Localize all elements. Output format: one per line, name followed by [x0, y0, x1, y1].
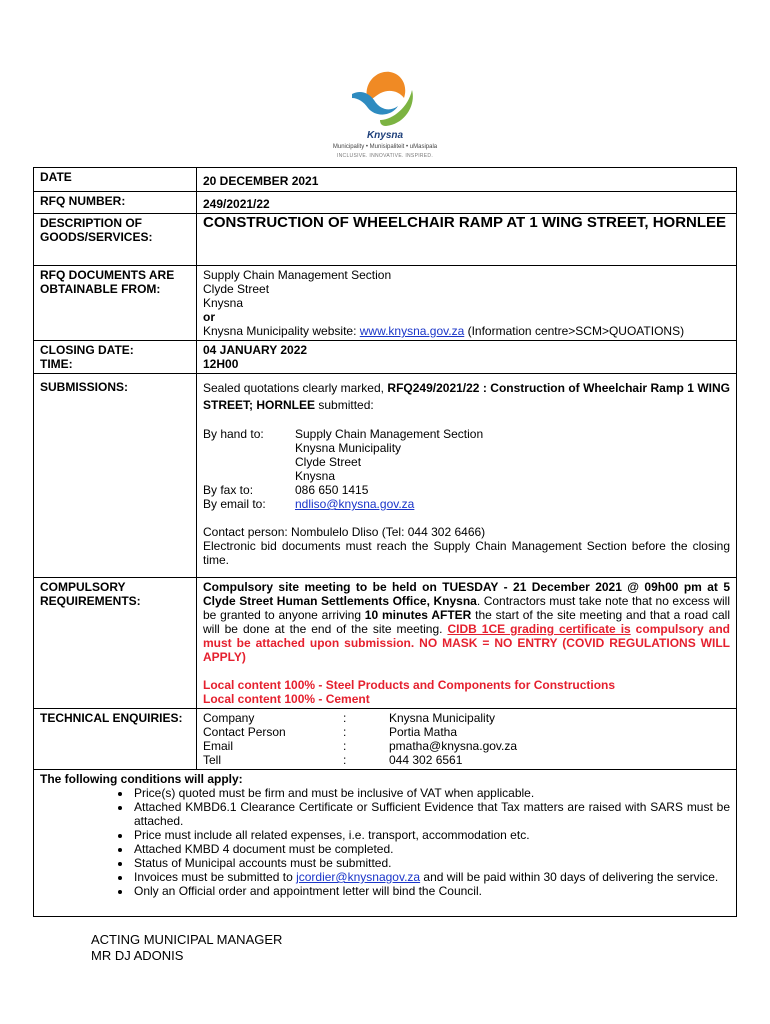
row-obtainable [34, 266, 737, 341]
condition-item: • Attached KMBD6.1 Clearance Certificate or Sufficient Evidence that Tax matters are raised with SARS must be attached. [132, 800, 730, 828]
row-date [34, 168, 737, 192]
conditions-cell [34, 770, 737, 917]
cidb-requirement: CIDB 1CE grading certificate is [447, 622, 631, 636]
tech-key: Company [203, 711, 255, 725]
electronic-note: Electronic bid documents must reach the Supply Chain Management Section before the closing time. [203, 539, 730, 567]
tech-value: Portia Matha [389, 725, 458, 739]
by-hand [203, 427, 730, 483]
local-content-1: Local content 100% - Steel Products and Components for Constructions [203, 678, 616, 692]
signature-title: ACTING MUNICIPAL MANAGER [91, 932, 283, 947]
tech-value: Knysna Municipality [389, 711, 496, 725]
obtainable-line-2: Clyde Street [203, 282, 270, 296]
meeting-bold: Compulsory site meeting to be held on TUESDAY - 21 December 2021 @ 09h00 pm at 5 Clyde Street Human Settlements Office, Knysna [203, 580, 730, 608]
technical-contacts [203, 711, 730, 767]
date-label: DATE [34, 168, 197, 192]
technical-label: TECHNICAL ENQUIRIES: [34, 709, 197, 770]
technical-value [197, 709, 737, 770]
row-conditions [34, 770, 737, 917]
contact-person: Contact person: Nombulelo Dliso (Tel: 044 302 6466) [203, 525, 486, 539]
logo-name: Knysna [366, 130, 404, 141]
row-technical [34, 709, 737, 770]
closing-date-value: 04 JANUARY 2022 [203, 343, 308, 357]
closing-time-value: 12H00 [203, 357, 239, 371]
condition-item-invoice [132, 870, 730, 884]
website-prefix: Knysna Municipality website: [203, 324, 360, 338]
intro-bold: RFQ249/2021/22 : Construction of Wheelchair Ramp 1 WING STREET; HORNLEE [203, 381, 730, 412]
obtainable-line-1: Supply Chain Management Section [203, 268, 392, 282]
condition-item: • Only an Official order and appointment letter will bind the Council. [132, 884, 730, 898]
fax-number: 086 650 1415 [295, 483, 369, 497]
by-hand-label: By hand to: [203, 427, 264, 441]
hand-line-3: Clyde Street [295, 455, 362, 469]
description-value: CONSTRUCTION OF WHEELCHAIR RAMP AT 1 WING STREET, HORNLEE [197, 214, 737, 266]
compulsory-text [203, 580, 730, 664]
closing-date-label: CLOSING DATE: [40, 343, 134, 357]
conditions-heading: The following conditions will apply: [40, 772, 243, 786]
submissions-intro [203, 380, 730, 414]
row-compulsory [34, 578, 737, 709]
logo-tagline: INCLUSIVE. INNOVATIVE. INSPIRED. [336, 153, 434, 159]
invoice-email-link[interactable]: jcordier@knysnagov.za [296, 870, 421, 884]
tech-value: pmatha@knysna.gov.za [389, 739, 518, 753]
rfq-table [33, 167, 737, 917]
hand-line-4: Knysna [295, 469, 336, 483]
knysna-logo [300, 68, 470, 158]
row-description [34, 214, 737, 266]
local-content-2: Local content 100% - Cement [203, 692, 370, 706]
hand-line-1: Supply Chain Management Section [295, 427, 484, 441]
meeting-text-1: . Contractors must take note that no excess will be granted to anyone arriving [203, 594, 730, 622]
tech-key: Tell [203, 753, 222, 767]
obtainable-line-3: Knysna [203, 296, 244, 310]
tech-key: Email [203, 739, 234, 753]
invoice-suffix: and will be paid within 30 days of delivering the service. [420, 870, 719, 884]
signature-block [91, 932, 282, 964]
conditions-list [40, 786, 730, 898]
tech-value: 044 302 6561 [389, 753, 463, 767]
meeting-text-2: the start of the site meeting and that a road call will be done at the end of the site meeting. [203, 608, 730, 636]
tech-sep: : [343, 711, 347, 725]
submissions-label: SUBMISSIONS: [34, 374, 197, 578]
description-label: DESCRIPTION OF GOODS/SERVICES: [34, 214, 197, 266]
obtainable-label: RFQ DOCUMENTS ARE OBTAINABLE FROM: [34, 266, 197, 341]
tech-key: Contact Person [203, 725, 286, 739]
submission-email-link[interactable]: ndliso@knysna.gov.za [295, 497, 415, 511]
website-suffix: (Information centre>SCM>QUOATIONS) [464, 324, 685, 338]
by-email-label: By email to: [203, 497, 266, 511]
by-fax-label: By fax to: [203, 483, 254, 497]
by-fax [203, 483, 730, 497]
hand-line-2: Knysna Municipality [295, 441, 402, 455]
rfq-number-label: RFQ NUMBER: [34, 192, 197, 214]
by-email [203, 497, 730, 511]
obtainable-website-line [203, 324, 730, 338]
signature-name: MR DJ ADONIS [91, 948, 184, 963]
closing-value [197, 341, 737, 374]
condition-item: • Attached KMBD 4 document must be completed. [132, 842, 730, 856]
tech-sep: : [343, 753, 347, 767]
closing-label [34, 341, 197, 374]
closing-time-label: TIME: [40, 357, 73, 371]
rfq-number-value: 249/2021/22 [197, 192, 737, 214]
tech-sep: : [343, 739, 347, 753]
tech-sep: : [343, 725, 347, 739]
condition-item: • Price(s) quoted must be firm and must be inclusive of VAT when applicable. [132, 786, 730, 800]
mask-requirement: compulsory and must be attached upon submission. NO MASK = NO ENTRY (COVID REGULATIONS WILL APPLY) [203, 622, 730, 664]
website-link[interactable]: www.knysna.gov.za [359, 324, 465, 338]
meeting-bold-2: 10 minutes AFTER [364, 608, 472, 622]
intro-prefix: Sealed quotations clearly marked, [203, 381, 388, 395]
logo-subtitle: Municipality • Munisipaliteit • uMasipala [332, 144, 438, 150]
submissions-value [197, 374, 737, 578]
date-value: 20 DECEMBER 2021 [197, 168, 737, 192]
condition-item: • Status of Municipal accounts must be submitted. [132, 856, 730, 870]
condition-item: • Price must include all related expenses, i.e. transport, accommodation etc. [132, 828, 730, 842]
row-submissions [34, 374, 737, 578]
obtainable-value [197, 266, 737, 341]
obtainable-or: or [203, 310, 215, 324]
compulsory-value [197, 578, 737, 709]
knysna-emblem-icon [346, 68, 424, 128]
row-closing [34, 341, 737, 374]
compulsory-label: COMPULSORY REQUIREMENTS: [34, 578, 197, 709]
invoice-prefix: Invoices must be submitted to [134, 870, 297, 884]
intro-suffix: submitted: [315, 398, 374, 412]
row-rfq-number [34, 192, 737, 214]
